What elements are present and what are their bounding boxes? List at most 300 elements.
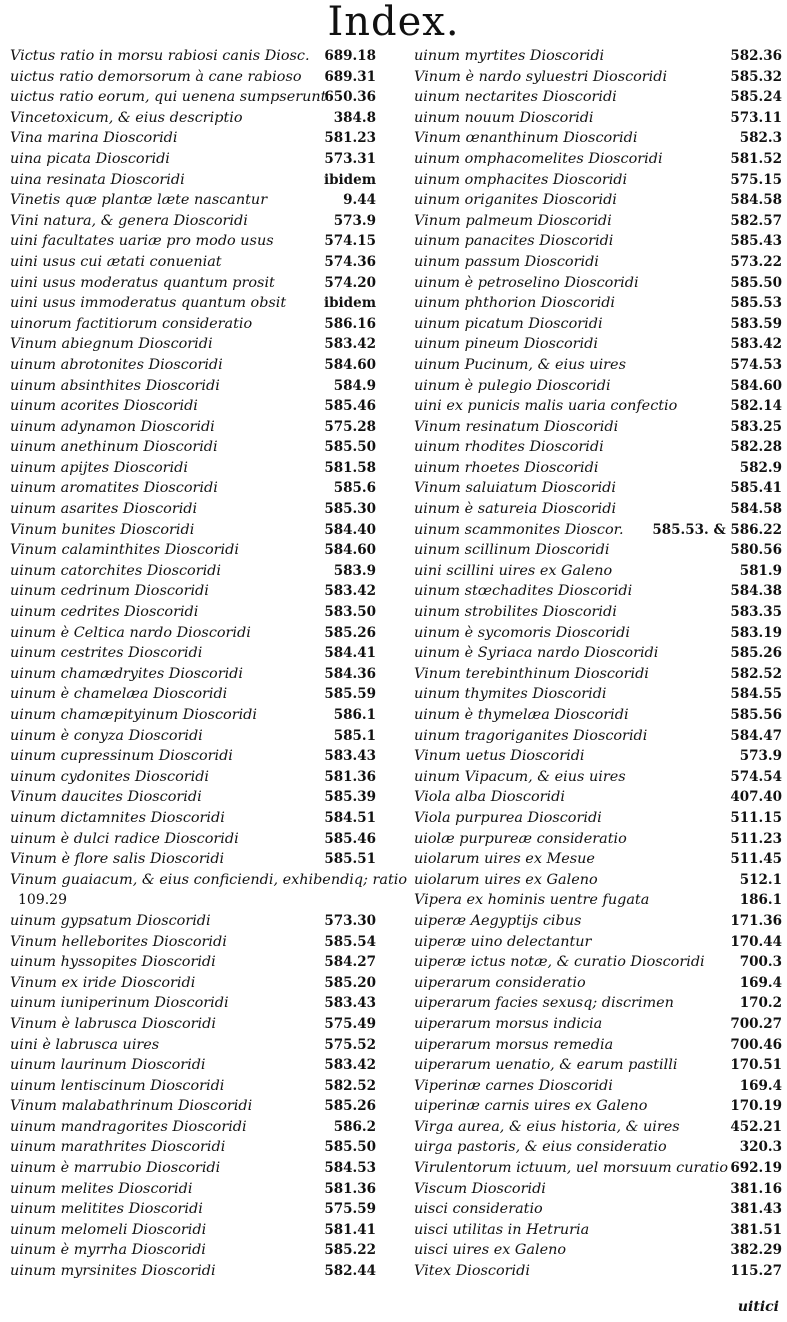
page-reference: 582.9 xyxy=(739,459,782,476)
page-reference: 574.54 xyxy=(730,768,782,785)
page-reference: 320.3 xyxy=(739,1139,782,1156)
page-reference: 381.16 xyxy=(730,1180,782,1197)
index-entry xyxy=(10,437,376,458)
index-entry xyxy=(10,273,376,294)
index-entry xyxy=(414,190,782,211)
index-entry xyxy=(414,1117,782,1138)
index-term: uinum asarites Dioscoridi xyxy=(10,501,198,518)
page-reference: 574.15 xyxy=(324,233,376,250)
page-reference: 170.2 xyxy=(739,995,782,1012)
index-term: Vinum œnanthinum Dioscoridi xyxy=(414,130,638,147)
page-reference: 582.57 xyxy=(730,212,782,229)
page-reference: 512.1 xyxy=(739,871,782,888)
page-reference: 584.38 xyxy=(730,583,782,600)
index-term: uinum iuniperinum Dioscoridi xyxy=(10,995,229,1012)
page-reference: 582.28 xyxy=(730,439,782,456)
index-term: Vinum bunites Dioscoridi xyxy=(10,521,195,538)
page-reference: 585.1 xyxy=(333,727,376,744)
index-entry xyxy=(10,1199,376,1220)
index-entry xyxy=(414,1240,782,1261)
page-reference: 584.36 xyxy=(324,665,376,682)
index-entry xyxy=(10,849,376,870)
index-entry xyxy=(414,1179,782,1200)
index-term: Vinum è nardo syluestri Dioscoridi xyxy=(414,68,668,85)
index-term: uini ex punicis malis uaria confectio xyxy=(414,398,678,415)
index-entry xyxy=(10,581,376,602)
index-term: uinum myrtites Dioscoridi xyxy=(414,48,605,64)
page-reference: 584.55 xyxy=(730,686,782,703)
index-entry xyxy=(414,1014,782,1035)
index-term: uinum phthorion Dioscoridi xyxy=(414,295,616,312)
index-term: Vina marina Dioscoridi xyxy=(10,130,178,147)
index-term: uisci uires ex Galeno xyxy=(414,1242,567,1259)
page-reference: 452.21 xyxy=(730,1118,782,1135)
index-term: uinum cedrinum Dioscoridi xyxy=(10,583,209,600)
index-entry xyxy=(414,602,782,623)
index-entry xyxy=(10,314,376,335)
index-term: uini usus moderatus quantum prosit xyxy=(10,274,275,291)
index-entry xyxy=(10,1055,376,1076)
page-reference: 575.59 xyxy=(324,1201,376,1218)
index-entry xyxy=(10,767,376,788)
index-term: uinum chamædryites Dioscoridi xyxy=(10,665,243,682)
index-term: Vinum uetus Dioscoridi xyxy=(414,748,585,765)
index-term: Vinum abiegnum Dioscoridi xyxy=(10,336,213,353)
index-term: uini è labrusca uires xyxy=(10,1036,160,1053)
index-entry xyxy=(414,1261,782,1282)
page-reference: 581.23 xyxy=(324,130,376,147)
index-entry xyxy=(414,1220,782,1241)
page-reference: 583.50 xyxy=(324,604,376,621)
index-term: uinum dictamnites Dioscoridi xyxy=(10,809,225,826)
index-term: Viola purpurea Dioscoridi xyxy=(414,809,602,826)
index-term: uiolæ purpureæ consideratio xyxy=(414,830,627,847)
index-entry xyxy=(10,602,376,623)
index-entry xyxy=(414,561,782,582)
page-reference: 170.51 xyxy=(730,1057,782,1074)
page-reference: 581.36 xyxy=(324,768,376,785)
page-reference: 585.46 xyxy=(324,398,376,415)
index-entry xyxy=(414,417,782,438)
index-entry xyxy=(10,1158,376,1179)
index-term: uinum scillinum Dioscoridi xyxy=(414,542,610,559)
index-term: Vinum è labrusca Dioscoridi xyxy=(10,1015,216,1032)
index-entry xyxy=(414,849,782,870)
page-reference: 575.52 xyxy=(324,1036,376,1053)
index-term: uinum melites Dioscoridi xyxy=(10,1180,193,1197)
page-reference: 586.1 xyxy=(333,707,376,723)
index-entry xyxy=(414,993,782,1014)
page-reference: 581.41 xyxy=(324,1221,376,1238)
page-reference: 584.58 xyxy=(730,501,782,518)
index-entry xyxy=(10,1240,376,1261)
index-term: uiperæ uino delectantur xyxy=(414,933,592,950)
index-entry xyxy=(10,128,376,149)
catchword: uitici xyxy=(737,1299,779,1315)
index-term: Vinum ex iride Dioscoridi xyxy=(10,974,196,991)
page-reference: 584.40 xyxy=(324,521,376,538)
index-entry xyxy=(414,870,782,891)
page-reference: 583.9 xyxy=(333,562,376,579)
page-reference: 585.6 xyxy=(333,480,376,497)
index-entry xyxy=(10,211,376,232)
page-reference: 580.56 xyxy=(730,542,782,559)
index-term: uinum acorites Dioscoridi xyxy=(10,398,198,415)
index-entry xyxy=(10,952,376,973)
index-entry xyxy=(10,252,376,273)
index-entry xyxy=(10,149,376,170)
index-entry xyxy=(414,787,782,808)
index-entry xyxy=(10,417,376,438)
page-reference: 582.52 xyxy=(324,1077,376,1094)
index-term: uinum origanites Dioscoridi xyxy=(414,192,617,209)
index-term: Vinum saluiatum Dioscoridi xyxy=(414,480,616,497)
index-entry xyxy=(414,1158,782,1179)
index-term: uinum hyssopites Dioscoridi xyxy=(10,954,216,971)
index-entry xyxy=(414,726,782,747)
index-term: uinum passum Dioscoridi xyxy=(414,253,599,270)
page-reference: 574.36 xyxy=(324,253,376,270)
index-term: uinum rhodites Dioscoridi xyxy=(414,439,604,456)
index-term: Vinum calaminthites Dioscoridi xyxy=(10,542,239,559)
index-entry xyxy=(414,520,782,541)
index-term: uinum stœchadites Dioscoridi xyxy=(414,583,633,600)
index-entry xyxy=(10,1035,376,1056)
index-term: Vini natura, & genera Dioscoridi xyxy=(10,212,248,229)
index-term: uinum thymites Dioscoridi xyxy=(414,686,607,703)
index-term: uisci consideratio xyxy=(414,1201,543,1218)
index-term: uinum melomeli Dioscoridi xyxy=(10,1221,207,1238)
page-reference: 584.9 xyxy=(333,377,376,394)
index-term: uinum catorchites Dioscoridi xyxy=(10,562,221,579)
page-reference: 585.41 xyxy=(730,480,782,497)
index-term: uinum adynamon Dioscoridi xyxy=(10,418,215,435)
index-term: uiperæ Aegyptijs cibus xyxy=(414,912,582,929)
index-entry xyxy=(414,664,782,685)
index-entry xyxy=(414,932,782,953)
index-entry xyxy=(414,623,782,644)
page-reference: 573.11 xyxy=(730,109,782,126)
index-entry xyxy=(10,932,376,953)
index-entry xyxy=(414,458,782,479)
index-term: uiolarum uires ex Mesue xyxy=(414,851,595,868)
index-term: uinum aromatites Dioscoridi xyxy=(10,480,218,497)
index-entry xyxy=(414,581,782,602)
index-term: Vinum terebinthinum Dioscoridi xyxy=(414,665,649,682)
page-title: Index. xyxy=(327,0,460,45)
page-reference: 700.27 xyxy=(730,1015,782,1032)
page-reference: 583.42 xyxy=(324,583,376,600)
index-term: uina resinata Dioscoridi xyxy=(10,171,185,188)
index-entry xyxy=(10,376,376,397)
page-reference: 171.36 xyxy=(730,912,782,929)
index-term: uini usus immoderatus quantum obsit xyxy=(10,295,287,312)
index-entry xyxy=(10,1117,376,1138)
index-entry xyxy=(414,149,782,170)
index-term: uirga pastoris, & eius consideratio xyxy=(414,1139,667,1156)
index-entry xyxy=(10,231,376,252)
page-reference: 511.23 xyxy=(730,830,782,847)
index-entry xyxy=(10,1076,376,1097)
index-term: uinum abrotonites Dioscoridi xyxy=(10,356,223,373)
page-reference: 585.53. & 586.22 xyxy=(652,521,782,538)
index-term: uiperarum consideratio xyxy=(414,974,586,991)
page-reference: 584.47 xyxy=(730,727,782,744)
index-term: uinum scammonites Dioscor. xyxy=(414,521,624,538)
index-term: uinum è thymelæa Dioscoridi xyxy=(414,707,629,723)
page-reference: 583.42 xyxy=(324,1057,376,1074)
right-column xyxy=(414,46,782,1282)
page-reference: 407.40 xyxy=(730,789,782,806)
index-term: uinum picatum Dioscoridi xyxy=(414,315,603,332)
left-column xyxy=(10,46,408,1282)
index-term: uini facultates uariæ pro modo usus xyxy=(10,233,274,250)
index-term: uinum laurinum Dioscoridi xyxy=(10,1057,206,1074)
index-term: uinum mandragorites Dioscoridi xyxy=(10,1118,247,1135)
index-entry xyxy=(414,1035,782,1056)
index-term: uinum marathrites Dioscoridi xyxy=(10,1139,226,1156)
index-term: uinum strobilites Dioscoridi xyxy=(414,604,617,621)
page-reference: 584.60 xyxy=(324,542,376,559)
page-reference: 573.9 xyxy=(333,212,376,229)
page-reference: 689.31 xyxy=(324,68,376,85)
page-reference: 582.14 xyxy=(730,398,782,415)
index-entry xyxy=(10,684,376,705)
page-reference: 585.24 xyxy=(730,89,782,106)
index-entry xyxy=(414,540,782,561)
page-reference: 584.53 xyxy=(324,1160,376,1177)
index-entry xyxy=(10,108,376,129)
index-entry xyxy=(414,890,782,911)
index-term: uinum nouum Dioscoridi xyxy=(414,109,594,126)
page-reference: 186.1 xyxy=(739,892,782,909)
index-entry xyxy=(414,437,782,458)
index-entry xyxy=(10,808,376,829)
index-term: Vinum palmeum Dioscoridi xyxy=(414,212,612,229)
index-entry xyxy=(10,787,376,808)
index-term: uinum è satureia Dioscoridi xyxy=(414,501,617,518)
index-term: uini scillini uires ex Galeno xyxy=(414,562,613,579)
index-entry xyxy=(10,67,376,88)
page-reference: 585.43 xyxy=(730,233,782,250)
index-term: Vinum helleborites Dioscoridi xyxy=(10,933,227,950)
index-entry xyxy=(10,829,376,850)
page-reference: 585.22 xyxy=(324,1242,376,1259)
page-reference: 573.9 xyxy=(739,748,782,765)
index-term: uinum è myrrha Dioscoridi xyxy=(10,1242,206,1259)
index-entry xyxy=(10,1014,376,1035)
index-term: uinum chamæpityinum Dioscoridi xyxy=(10,707,258,723)
page-reference: 585.59 xyxy=(324,686,376,703)
index-term: Vinum malabathrinum Dioscoridi xyxy=(10,1098,253,1115)
index-term: uinum cedrites Dioscoridi xyxy=(10,604,199,621)
page-reference: 381.43 xyxy=(730,1201,782,1218)
page-reference: 511.45 xyxy=(730,851,782,868)
index-entry xyxy=(10,293,376,314)
index-entry xyxy=(414,211,782,232)
index-entry xyxy=(10,664,376,685)
index-term: Vincetoxicum, & eius descriptio xyxy=(10,109,243,126)
index-entry xyxy=(10,87,376,108)
index-term: uiperæ ictus notæ, & curatio Dioscoridi xyxy=(414,954,705,971)
index-entry xyxy=(10,726,376,747)
index-entry xyxy=(10,334,376,355)
page-reference: 586.2 xyxy=(333,1118,376,1135)
page-reference: 581.58 xyxy=(324,459,376,476)
index-term: uiperinæ carnis uires ex Galeno xyxy=(414,1098,648,1115)
page-reference: 573.30 xyxy=(324,912,376,929)
index-entry xyxy=(414,499,782,520)
index-term: uinum è Celtica nardo Dioscoridi xyxy=(10,624,251,641)
index-term: uinum pineum Dioscoridi xyxy=(414,336,598,353)
page-reference: 585.50 xyxy=(324,1139,376,1156)
page-reference: 581.52 xyxy=(730,150,782,167)
page-reference: 583.25 xyxy=(730,418,782,435)
index-term: uinum tragoriganites Dioscoridi xyxy=(414,727,648,744)
page-reference: 582.36 xyxy=(730,48,782,64)
page-reference: 650.36 xyxy=(324,89,376,106)
page-reference: 583.42 xyxy=(324,336,376,353)
page-reference: 575.15 xyxy=(730,171,782,188)
index-term: Viperinæ carnes Dioscoridi xyxy=(414,1077,613,1094)
index-entry xyxy=(10,623,376,644)
index-entry xyxy=(414,1076,782,1097)
index-entry xyxy=(414,911,782,932)
page-reference: 585.32 xyxy=(730,68,782,85)
index-term: uinum rhoetes Dioscoridi xyxy=(414,459,599,476)
index-term: uinum è chamelæa Dioscoridi xyxy=(10,686,228,703)
page-reference: 584.60 xyxy=(324,356,376,373)
index-term: uinum cupressinum Dioscoridi xyxy=(10,748,233,765)
index-term: uinum è dulci radice Dioscoridi xyxy=(10,830,239,847)
index-entry xyxy=(10,355,376,376)
index-entry xyxy=(10,1096,376,1117)
index-entry xyxy=(414,293,782,314)
page-reference: 582.3 xyxy=(739,130,782,147)
page-reference: 573.31 xyxy=(324,150,376,167)
index-entry xyxy=(10,993,376,1014)
index-entry xyxy=(414,952,782,973)
index-term: uinorum factitiorum consideratio xyxy=(10,315,253,332)
page-reference: ibidem xyxy=(323,171,376,188)
index-entry xyxy=(414,273,782,294)
page-reference: 574.20 xyxy=(324,274,376,291)
page-reference: 581.9 xyxy=(739,562,782,579)
index-term: uinum è sycomoris Dioscoridi xyxy=(414,624,630,641)
index-entry xyxy=(414,684,782,705)
index-entry xyxy=(10,870,408,891)
page-reference: 583.43 xyxy=(324,995,376,1012)
index-entry xyxy=(414,128,782,149)
page-reference: 585.26 xyxy=(324,1098,376,1115)
index-entry xyxy=(414,808,782,829)
index-term: uiolarum uires ex Galeno xyxy=(414,871,598,888)
index-term: uiperarum morsus remedia xyxy=(414,1036,614,1053)
page-reference: 584.58 xyxy=(730,192,782,209)
index-term: uinum è conyza Dioscoridi xyxy=(10,727,203,744)
index-term: uinum myrsinites Dioscoridi xyxy=(10,1263,216,1280)
index-entry xyxy=(414,314,782,335)
page-reference: 700.3 xyxy=(739,954,782,971)
page-reference: 169.4 xyxy=(739,974,782,991)
page-reference: 585.51 xyxy=(324,851,376,868)
index-entry xyxy=(414,1055,782,1076)
index-entry xyxy=(414,767,782,788)
index-entry xyxy=(10,520,376,541)
index-term: Virulentorum ictuum, uel morsuum curatio xyxy=(414,1160,728,1177)
index-entry xyxy=(414,108,782,129)
page-reference: 585.20 xyxy=(324,974,376,991)
index-entry xyxy=(10,1137,376,1158)
index-entry xyxy=(10,190,376,211)
page-reference: 584.27 xyxy=(324,954,376,971)
index-entry xyxy=(10,458,376,479)
index-term: Viscum Dioscoridi xyxy=(414,1180,546,1197)
page-reference: 584.41 xyxy=(324,645,376,662)
page-reference: 585.46 xyxy=(324,830,376,847)
index-entry xyxy=(10,540,376,561)
page-reference: 583.19 xyxy=(730,624,782,641)
index-term: uinum omphacites Dioscoridi xyxy=(414,171,628,188)
index-entry xyxy=(10,705,376,726)
page-reference: 582.52 xyxy=(730,665,782,682)
index-term: uinum panacites Dioscoridi xyxy=(414,233,614,250)
index-term: uina picata Dioscoridi xyxy=(10,150,170,167)
page-reference: 381.51 xyxy=(730,1221,782,1238)
index-term: uini usus cui ætati conueniat xyxy=(10,253,222,270)
page-reference: 384.8 xyxy=(333,109,376,126)
page-reference: 573.22 xyxy=(730,253,782,270)
page-reference: 583.42 xyxy=(730,336,782,353)
index-entry xyxy=(10,1179,376,1200)
index-entry xyxy=(10,1261,376,1282)
index-term: uiperarum facies sexusq; discrimen xyxy=(414,995,674,1012)
page-reference: 585.26 xyxy=(324,624,376,641)
index-entry xyxy=(414,1137,782,1158)
index-term: uinum Vipacum, & eius uires xyxy=(414,768,626,785)
page-reference: 382.29 xyxy=(730,1242,782,1259)
index-entry xyxy=(10,170,376,191)
index-term: Vitex Dioscoridi xyxy=(414,1263,530,1280)
index-term: uinum melitites Dioscoridi xyxy=(10,1201,203,1218)
page-reference: 582.44 xyxy=(324,1263,376,1280)
index-term: Vinum resinatum Dioscoridi xyxy=(414,418,619,435)
index-entry xyxy=(414,170,782,191)
index-entry xyxy=(414,376,782,397)
index-entry xyxy=(414,705,782,726)
index-entry xyxy=(414,1096,782,1117)
index-entry xyxy=(10,396,376,417)
page-reference: 586.16 xyxy=(324,315,376,332)
index-term: uinum omphacomelites Dioscoridi xyxy=(414,150,663,167)
page-reference: 689.18 xyxy=(324,48,376,64)
index-term: uisci utilitas in Hetruria xyxy=(414,1221,590,1238)
index-term: Vinum è flore salis Dioscoridi xyxy=(10,851,225,868)
page-reference: 585.54 xyxy=(324,933,376,950)
index-entry xyxy=(10,911,376,932)
page-reference: 583.43 xyxy=(324,748,376,765)
index-entry xyxy=(10,46,376,67)
index-term: uinum nectarites Dioscoridi xyxy=(414,89,617,106)
index-term: Vipera ex hominis uentre fugata xyxy=(414,892,650,909)
index-term: Victus ratio in morsu rabiosi canis Diosc. xyxy=(10,48,310,64)
index-term: Vinetis quæ plantæ læte nascantur xyxy=(10,192,268,209)
index-entry xyxy=(10,499,376,520)
index-entry-continuation: 109.29 xyxy=(18,892,67,909)
index-entry xyxy=(414,829,782,850)
page-reference: 692.19 xyxy=(730,1160,782,1177)
page-reference: 585.39 xyxy=(324,789,376,806)
